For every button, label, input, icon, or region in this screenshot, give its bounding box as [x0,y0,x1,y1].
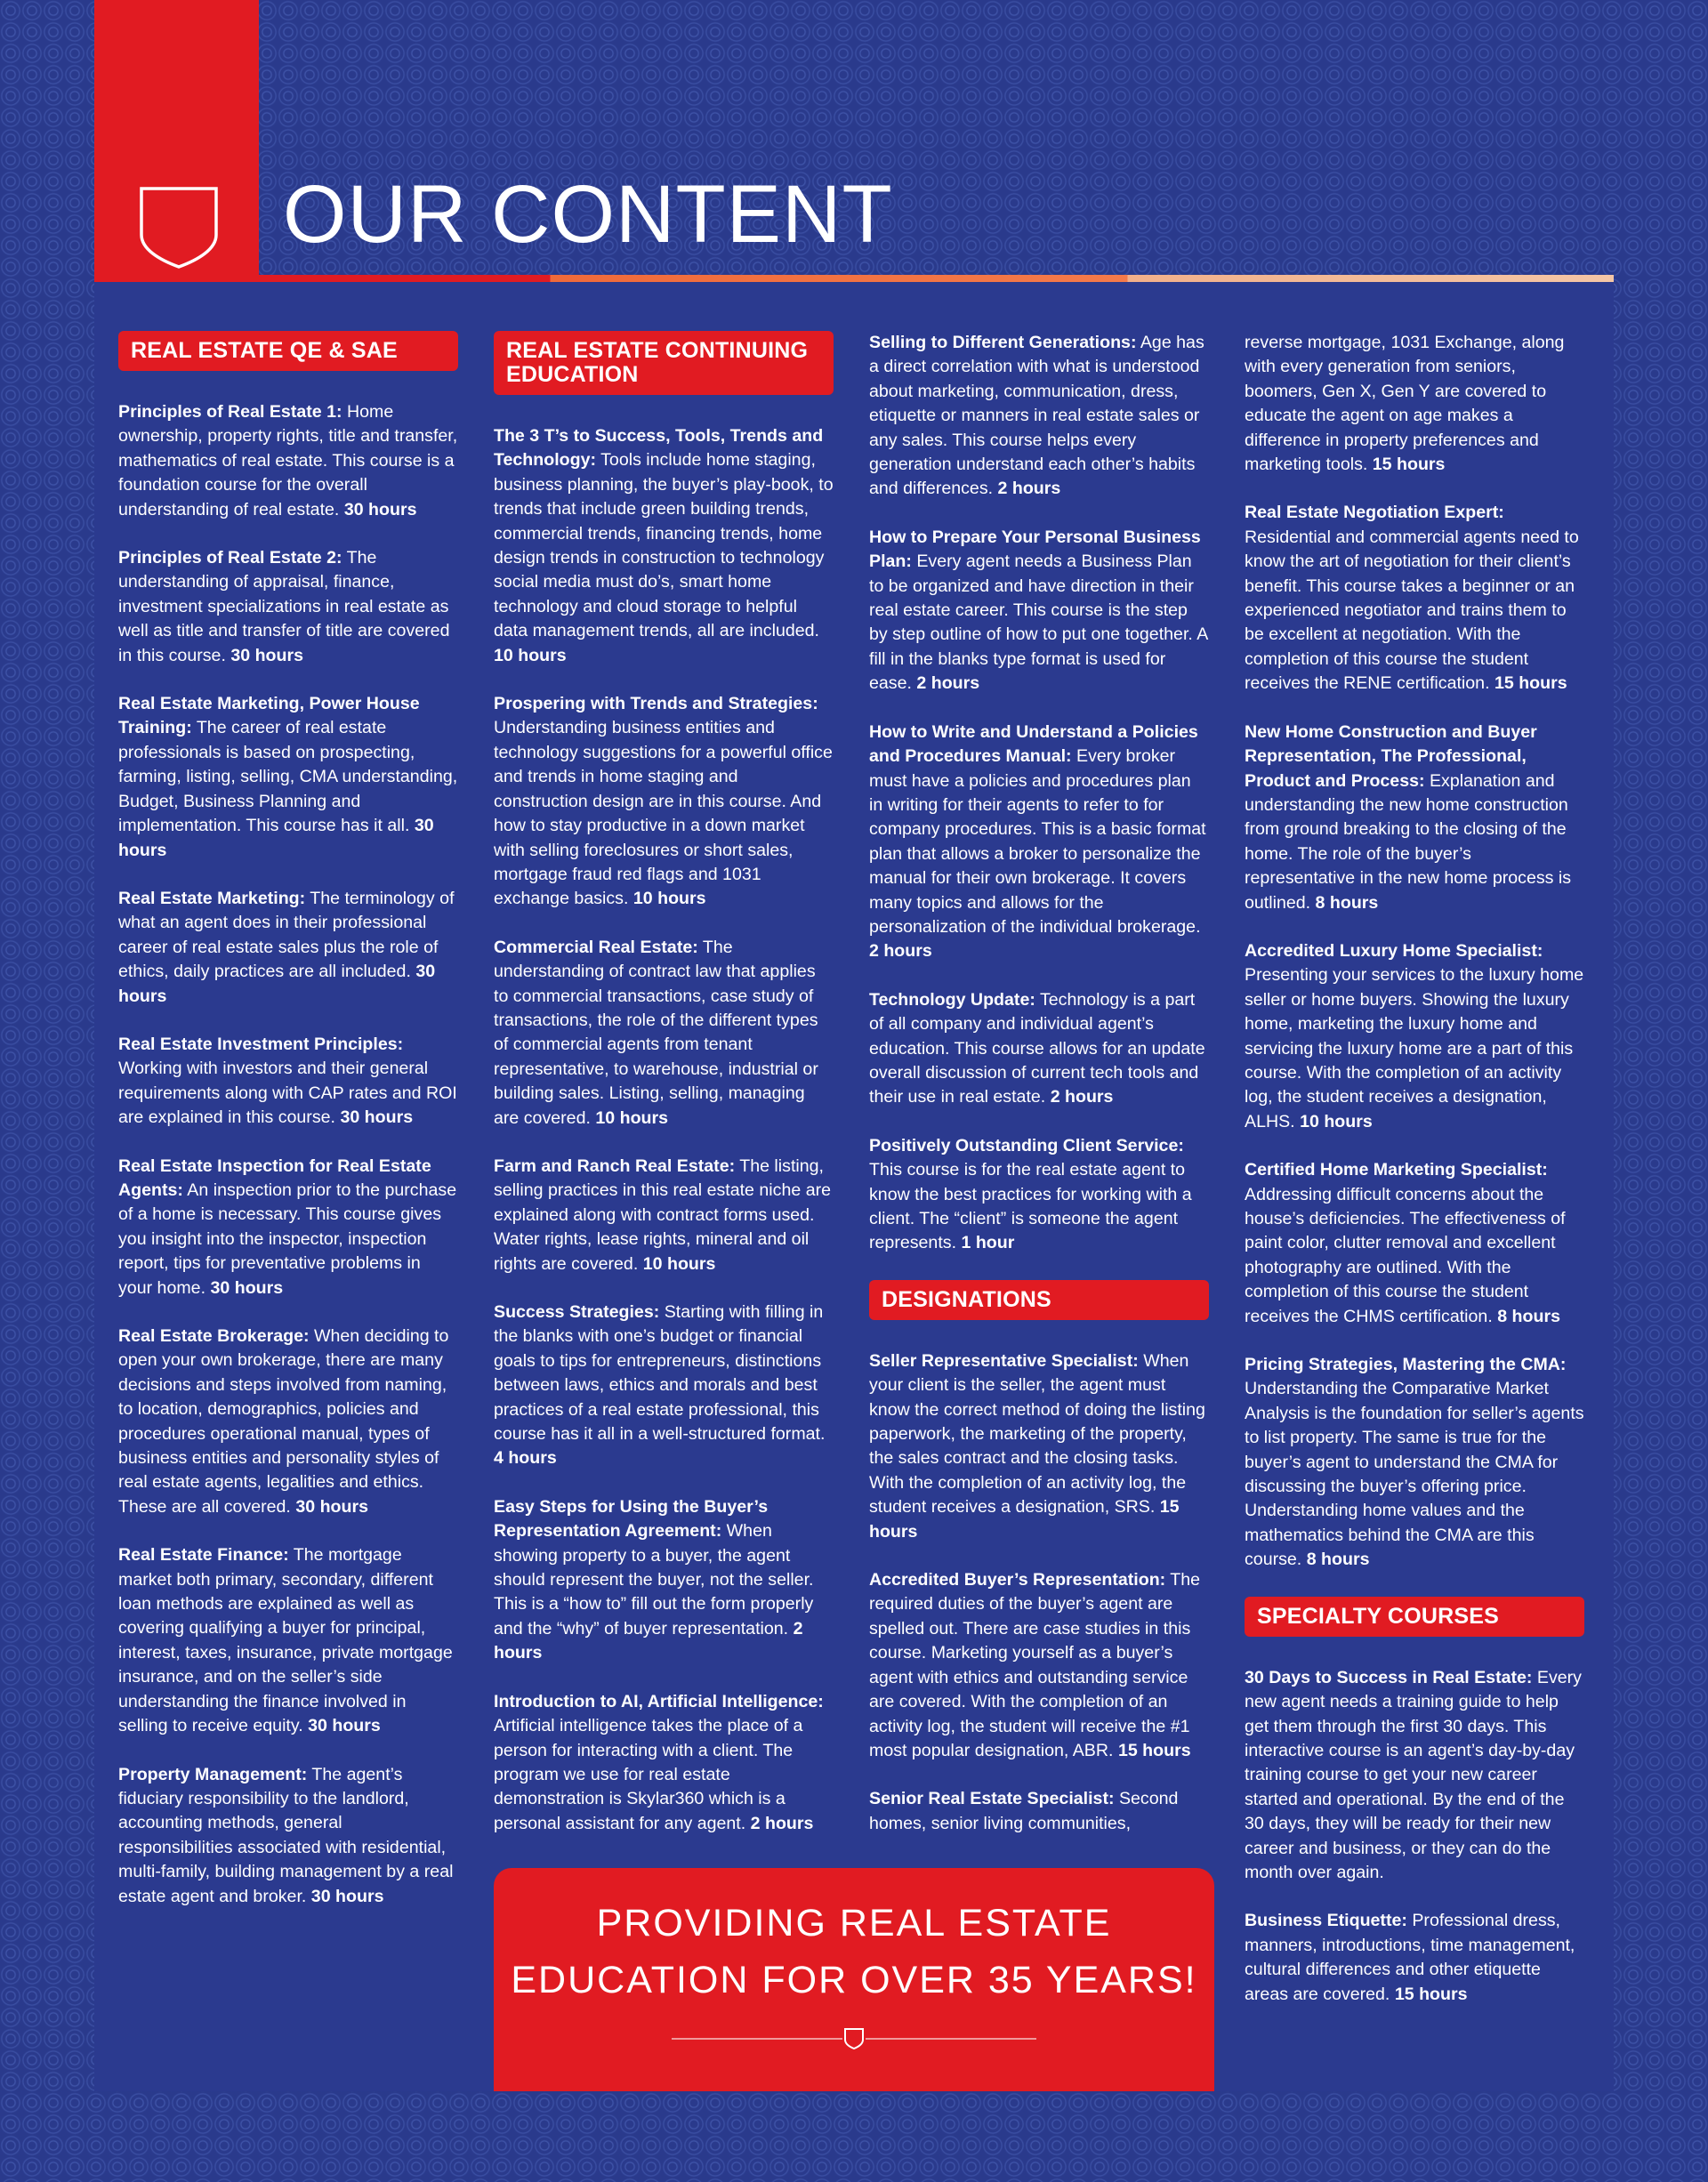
course-description: Understanding the Comparative Market Analysis is the foundation for seller’s agents to list property. The same is true for the buyer’s agent to understand the CMA for discussing the buyer’s offering price. Understanding home values and the mathematics behind the CMA are this course. [1245,1379,1584,1570]
course-description: Second homes, senior living communities, [869,1789,1179,1833]
course-title: Commercial Real Estate: [494,937,698,957]
course-entry [118,692,458,863]
course-entry [869,721,1209,964]
course-description: When your client is the seller, the agent must know the correct method of doing the listing paperwork, the marketing of the property, the sales contract and the closing tasks. With the completion of an activity log, the student receives a designation, SRS. [869,1350,1205,1518]
course-description: The listing, selling practices in this real estate niche are explained along with contract forms used. Water rights, lease rights, mineral and oil rights are covered. [494,1155,832,1274]
course-description: reverse mortgage, 1031 Exchange, along with every generation from seniors, boomers, Gen X, Gen Y are covered to educate the agent on age makes a difference in property preferences and marketing tools. [1245,333,1565,475]
course-hours: 2 hours [750,1813,814,1833]
course-title: Accredited Buyer’s Representation: [869,1570,1166,1590]
course-title: Business Etiquette: [1245,1911,1407,1931]
course-description: The terminology of what an agent does in their professional career of real estate sales plus the role of ethics, daily practices are all included. [118,888,455,982]
course-title: Property Management: [118,1764,308,1784]
course-hours: 30 hours [230,645,304,665]
shield-icon [138,185,220,270]
course-title: 30 Days to Success in Real Estate: [1245,1667,1533,1687]
course-entry [1245,1158,1584,1329]
banner-line-2: EDUCATION FOR OVER 35 YEARS! [511,1959,1197,2001]
course-entry [1245,1909,1584,2007]
course-description: The career of real estate professionals is based on prospecting, farming, listing, selling, CMA understanding, Budget, Business Planning and implementation. This course has it all. [118,718,458,836]
title-divider [94,275,1614,282]
course-title: Technology Update: [869,989,1035,1010]
course-hours: 8 hours [1497,1306,1560,1326]
course-description: The understanding of contract law that applies to commercial transactions, case study of transactions, the role of the different types of commercial agents from tenant representative, to warehouse, industrial or building sales. Listing, selling, managing are covered. [494,937,818,1128]
column-three [869,331,1209,1860]
section-heading-continuing-education: REAL ESTATE CONTINUING EDUCATION [494,331,834,395]
course-hours: 30 hours [210,1277,284,1298]
course-title: Real Estate Marketing, Power House Training: [118,694,420,738]
column-qe-sae [118,331,458,1933]
course-entry [118,546,458,668]
course-hours: 10 hours [642,1253,716,1274]
course-description: Every agent needs a Business Plan to be organized and have direction in their real estate career. This course is the step by step outline of how to put one together. A fill in the blanks type format is used for ease. [869,552,1208,694]
course-description: Explanation and understanding the new home construction from ground breaking to the closing of the home. The role of the buyer’s representative in the new home process is outlined. [1245,770,1572,913]
course-hours: 4 hours [494,1448,557,1469]
course-hours: 15 hours [1394,1984,1468,2004]
column-continuing-education [494,331,834,1860]
course-hours: 30 hours [118,962,436,1006]
course-hours: 2 hours [916,673,980,694]
course-title: Pricing Strategies, Mastering the CMA: [1245,1355,1567,1375]
course-description: Working with investors and their general requirements along with CAP rates and ROI are explained in this course. [118,1059,457,1128]
course-description: Tools include home staging, business planning, the buyer’s play-book, to trends that include green building trends, commercial trends, financing trends, home design trends in construction to technology social media must do’s, smart home technology and cloud storage to helpful data management trends, all are included. [494,450,834,641]
course-title: Farm and Ranch Real Estate: [494,1155,736,1176]
course-entry [494,1690,834,1836]
course-title: Prospering with Trends and Strategies: [494,694,818,714]
course-title: Success Strategies: [494,1302,660,1322]
course-description: Understanding business entities and technology suggestions for a powerful office and trends in home staging and construction design are in this course. And how to stay productive in a down market with selling foreclosures or short sales, mortgage fraud red flags and 1031 exchange basics. [494,718,833,909]
course-hours: 2 hours [997,479,1061,499]
course-hours: 15 hours [1494,673,1567,694]
course-hours: 15 hours [869,1497,1180,1542]
course-entry [869,526,1209,696]
course-title: Selling to Different Generations: [869,333,1137,352]
course-description: When showing property to a buyer, the agent should represent the buyer, not the seller. This is a “how to” fill out the form properly and the “why” of buyer representation. [494,1521,814,1639]
course-entry [869,331,1209,502]
course-title: Easy Steps for Using the Buyer’s Representation Agreement: [494,1496,769,1542]
course-title: Real Estate Marketing: [118,888,306,908]
course-hours: 30 hours [310,1886,384,1906]
course-hours: 30 hours [343,499,417,519]
course-entry [118,1324,458,1519]
course-entry [118,1155,458,1300]
course-entry [869,988,1209,1110]
course-title: Real Estate Inspection for Real Estate Agents: [118,1155,431,1200]
course-title: How to Write and Understand a Policies and Procedures Manual: [869,721,1198,767]
course-hours: 2 hours [494,1618,803,1663]
course-hours: 30 hours [308,1716,381,1736]
course-hours: 1 hour [961,1233,1015,1253]
course-entry [1245,1666,1584,1886]
course-description: Addressing difficult concerns about the house’s deficiencies. The effectiveness of paint color, clutter removal and excellent photography are outlined. With the completion of this course the student receives the CHMS certification. [1245,1184,1566,1326]
course-hours: 15 hours [1117,1740,1191,1760]
course-title: Real Estate Negotiation Expert: [1245,503,1504,523]
section-heading-qe-sae: REAL ESTATE QE & SAE [118,331,458,371]
promo-banner [494,1868,1214,2091]
course-hours: 8 hours [1306,1550,1370,1570]
course-description: This course is for the real estate agent to know the best practices for working with a client. The “client” is someone the agent represents. [869,1160,1192,1253]
course-entry [494,692,834,912]
course-entry [118,1763,458,1909]
course-description: Every new agent needs a training guide to help get them through the first 30 days. This interactive course is an agent’s day-by-day training course to get your new career started and operational. By the end of the 30 days, they will be ready for their new career and business, or they can do the month over again. [1245,1667,1582,1882]
course-entry [869,1568,1209,1763]
course-hours: 30 hours [118,816,434,860]
course-hours: 10 hours [632,889,706,909]
course-entry [1245,939,1584,1134]
course-description: Starting with filling in the blanks with one’s budget or financial goals to tips for entrepreneurs, distinctions between laws, ethics and morals and best practices of a real estate professional, this course has it all in a well-structured format. [494,1302,826,1445]
course-title: Introduction to AI, Artificial Intelligence: [494,1691,824,1711]
course-entry [494,424,834,668]
course-hours: 30 hours [295,1496,368,1517]
course-description: The mortgage market both primary, secondary, different loan methods are explained as well as covering qualifying a buyer for principal, interest, taxes, insurance, private mortgage insurance, and on the seller’s side understanding the finance involved in selling to receive equity. [118,1545,453,1736]
course-description: Technology is a part of all company and individual agent’s education. This course allows for an update overall discussion of current tech tools and their use in real estate. [869,989,1205,1107]
course-description: When deciding to open your own brokerage, there are many decisions and steps involved from naming, to location, demographics, policies and procedures operational manual, types of business entities and personality styles of real estate agents, legalities and ethics. These are all covered. [118,1326,449,1517]
course-entry [1245,721,1584,915]
course-description: Age has a direct correlation with what is understood about marketing, communication, dress, etiquette or manners in real estate sales or any sales. This course helps every generation understand each other’s habits and differences. [869,333,1204,499]
course-title: The 3 T’s to Success, Tools, Trends and Technology: [494,426,824,471]
course-hours: 15 hours [1372,455,1446,475]
course-entry [1245,1353,1584,1573]
banner-line-1: PROVIDING REAL ESTATE [596,1902,1112,1944]
course-title: Accredited Luxury Home Specialist: [1245,940,1543,961]
course-entry [494,1155,834,1276]
course-entry [118,400,458,522]
course-entry [118,1543,458,1738]
course-hours: 30 hours [340,1107,414,1128]
course-description: Residential and commercial agents need to know the art of negotiation for their client’s benefit. This course takes a beginner or an experienced negotiator and trains them to be excellent at negotiation. With the completion of this course the student receives the RENE certification. [1245,527,1579,694]
column-four [1245,331,1584,2031]
course-title: Real Estate Brokerage: [118,1326,310,1346]
course-entry [1245,331,1584,477]
course-hours: 10 hours [1300,1111,1373,1131]
course-entry [118,1033,458,1131]
course-description: An inspection prior to the purchase of a home is necessary. This course gives you insight into the inspector, inspection report, tips for preventative problems in your home. [118,1180,457,1298]
course-title: Certified Home Marketing Specialist: [1245,1160,1548,1180]
course-hours: 8 hours [1315,892,1379,913]
course-description: The required duties of the buyer’s agent are spelled out. There are case studies in this course. Marketing yourself as a buyer’s agent with ethics and outstanding service are covered. With the completion of an activity log, the student will receive the #1 most popular designation, ABR. [869,1570,1201,1760]
page-title: OUR CONTENT [283,169,893,260]
course-hours: 2 hours [869,941,932,962]
course-entry [869,1134,1209,1256]
course-description: The understanding of appraisal, finance, investment specializations in real estate as well as title and transfer of title are covered in this course. [118,548,450,665]
course-description: Professional dress, manners, introductions, time management, cultural differences and other etiquette areas are covered. [1245,1911,1575,2004]
course-entry [1245,501,1584,696]
course-entry [869,1787,1209,1836]
section-heading-specialty-courses: SPECIALTY COURSES [1245,1597,1584,1637]
small-shield-icon [842,2026,866,2051]
course-title: New Home Construction and Buyer Representation, The Professional, Product and Process: [1245,721,1537,791]
course-description: Every broker must have a policies and procedures plan in writing for their agents to refer to for company procedures. This is a basic format plan that allows a broker to personalize the manual for their own brokerage. It covers many topics and allows for the personalization of the individual brokerage. [869,746,1206,937]
course-title: How to Prepare Your Personal Business Plan: [869,527,1201,572]
course-title: Real Estate Finance: [118,1545,289,1566]
course-entry [869,1349,1209,1544]
course-hours: 10 hours [494,645,567,665]
course-title: Positively Outstanding Client Service: [869,1135,1184,1155]
course-title: Senior Real Estate Specialist: [869,1789,1115,1809]
course-title: Real Estate Investment Principles: [118,1034,404,1054]
course-title: Seller Representative Specialist: [869,1350,1139,1371]
course-description: Artificial intelligence takes the place of a person for interacting with a client. The program we use for real estate demonstration is Skylar360 which is a personal assistant for any agent. [494,1716,803,1833]
course-title: Principles of Real Estate 1: [118,402,342,422]
section-heading-designations: DESIGNATIONS [869,1280,1209,1320]
course-description: Presenting your services to the luxury home seller or home buyers. Showing the luxury home, marketing the luxury home and servicing the luxury home are a part of this course. With the completion of an activity log, the student receives a designation, ALHS. [1245,965,1584,1131]
course-description: Home ownership, property rights, title and transfer, mathematics of real estate. This course is a foundation course for the overall understanding of real estate. [118,402,458,519]
course-entry [118,887,458,1009]
course-entry [494,1495,834,1666]
course-hours: 2 hours [1050,1087,1114,1107]
course-hours: 10 hours [595,1107,669,1128]
course-entry [494,936,834,1131]
course-title: Principles of Real Estate 2: [118,548,342,568]
course-description: The agent’s fiduciary responsibility to the landlord, accounting methods, general responsibilities associated with residential, multi-family, building management by a real estate agent and broker. [118,1764,454,1906]
course-entry [494,1300,834,1471]
